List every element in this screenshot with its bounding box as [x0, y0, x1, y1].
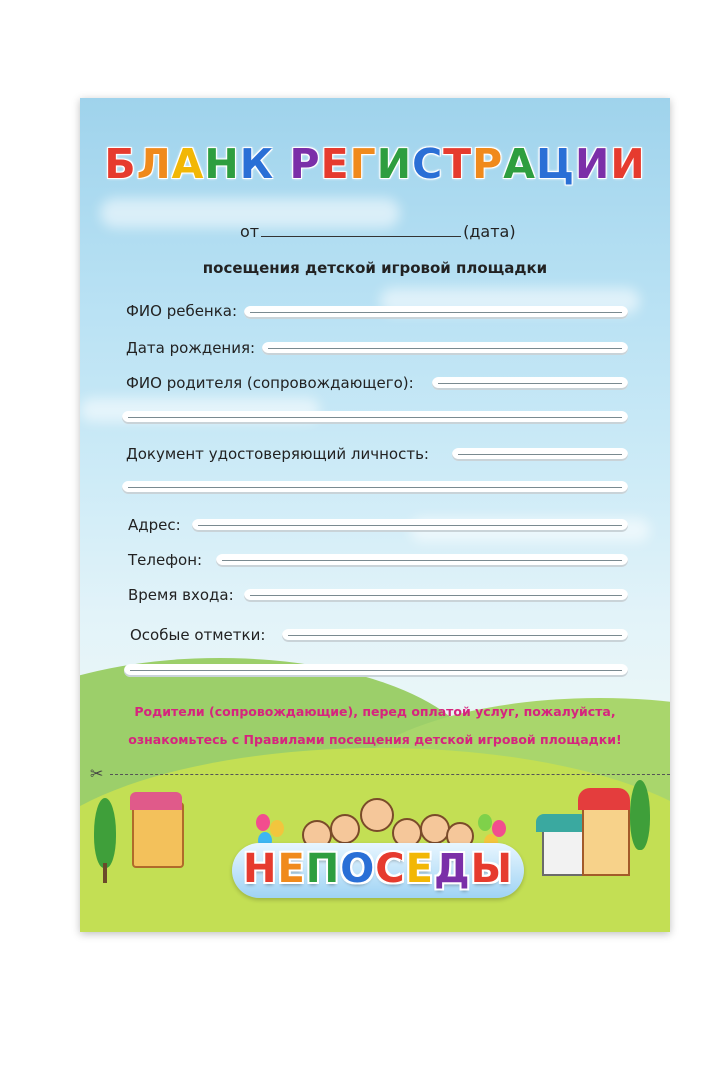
brand-letter: Е — [405, 846, 434, 892]
title-letter: Н — [204, 140, 240, 188]
title-letter: К — [239, 140, 275, 188]
tower-icon — [582, 802, 630, 876]
registration-form-card — [80, 98, 670, 932]
form-subtitle: посещения детской игровой площадки — [202, 259, 548, 277]
notice-line-2: ознакомьтесь с Правилами посещения детской игровой площадки! — [128, 732, 622, 747]
tower-roof-icon — [578, 788, 630, 810]
form-title — [80, 140, 670, 188]
date-prefix: от — [240, 222, 260, 241]
entry-time-label: Время входа: — [128, 586, 234, 604]
phone-label: Телефон: — [128, 551, 203, 569]
balloon-icon — [270, 820, 284, 837]
phone-field[interactable] — [216, 554, 628, 567]
birth-date-label: Дата рождения: — [126, 339, 256, 357]
title-letter: А — [503, 140, 536, 188]
title-letter: Г — [349, 140, 377, 188]
brand-letter: С — [375, 846, 406, 892]
title-letter: И — [376, 140, 413, 188]
title-letter: Е — [320, 140, 350, 188]
tree-icon — [94, 798, 116, 868]
birth-date-field[interactable] — [262, 342, 628, 355]
title-letter: И — [574, 140, 611, 188]
child-face-icon — [360, 798, 394, 832]
brand-letter: Е — [277, 846, 306, 892]
parent-name-label: ФИО родителя (сопровождающего): — [126, 374, 414, 392]
title-letter: Т — [443, 140, 473, 188]
castle-roof-icon — [130, 792, 182, 810]
id-document-field-line2[interactable] — [122, 481, 628, 494]
cut-line — [110, 774, 670, 775]
date-suffix: (дата) — [463, 222, 516, 241]
title-letter: Ц — [535, 140, 575, 188]
brand-letter: Ы — [470, 846, 514, 892]
child-name-label: ФИО ребенка: — [126, 302, 238, 320]
notes-field[interactable] — [282, 629, 628, 642]
title-letter: Р — [472, 140, 504, 188]
date-blank[interactable] — [261, 222, 461, 237]
brand-letter: П — [305, 846, 341, 892]
balloon-icon — [256, 814, 270, 831]
tree-trunk — [103, 863, 107, 883]
title-letter: Л — [136, 140, 172, 188]
parent-name-field[interactable] — [432, 377, 628, 390]
notice-line-1: Родители (сопровождающие), перед оплатой услуг, пожалуйста, — [134, 704, 616, 719]
title-letter: Р — [289, 140, 321, 188]
id-document-field[interactable] — [452, 448, 628, 461]
notes-label: Особые отметки: — [130, 626, 266, 644]
brand-logo — [232, 846, 524, 892]
child-face-icon — [330, 814, 360, 844]
parent-name-field-line2[interactable] — [122, 411, 628, 424]
title-letter — [274, 140, 289, 188]
entry-time-field[interactable] — [244, 589, 628, 602]
id-document-label: Документ удостоверяющий личность: — [126, 445, 429, 463]
house-roof-icon — [536, 814, 588, 832]
brand-letter: Д — [433, 846, 471, 892]
tree-icon — [630, 780, 650, 850]
scissors-icon: ✂ — [90, 764, 104, 783]
balloon-icon — [478, 814, 492, 831]
date-line — [240, 222, 516, 241]
castle-icon — [132, 802, 184, 868]
address-field[interactable] — [192, 519, 628, 532]
brand-letter: Н — [242, 846, 278, 892]
notes-field-line2[interactable] — [124, 664, 628, 677]
title-letter: С — [412, 140, 444, 188]
title-letter: И — [610, 140, 646, 188]
title-letter: Б — [104, 140, 137, 188]
title-letter: А — [171, 140, 205, 188]
child-name-field[interactable] — [244, 306, 628, 319]
brand-letter: О — [340, 846, 376, 892]
address-label: Адрес: — [128, 516, 181, 534]
